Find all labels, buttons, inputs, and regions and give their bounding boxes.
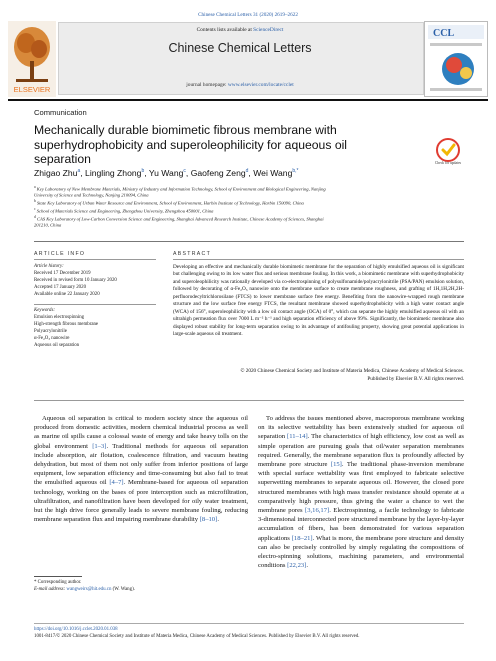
body-text: . (217, 516, 219, 524)
citation-link[interactable]: [4–7] (109, 479, 124, 487)
article-title: Mechanically durable biomimetic fibrous membrane with superhydrophobicity and superoleophilicity for aqueous oil separation (34, 123, 348, 167)
citation-link[interactable]: [3,16,17] (305, 507, 330, 515)
affiliation-line: 201210, China (34, 222, 62, 228)
contents-prefix: Contents lists available at (196, 27, 254, 33)
author-affiliation-mark[interactable]: d (245, 168, 249, 175)
header-rule (8, 99, 488, 101)
journal-cover-icon (424, 21, 488, 97)
citation-link[interactable]: [11–14] (287, 433, 308, 441)
keyword-item: High-strength fibrous membrane (34, 322, 99, 327)
body-text: . (306, 562, 309, 570)
homepage-link[interactable]: www.elsevier.com/locate/cclet (227, 82, 294, 88)
keyword-item: α-Fe₂O₃ nanowire (34, 336, 70, 341)
author-affiliation-mark[interactable]: b,* (292, 168, 299, 175)
keyword-item: Polyacrylonitrile (34, 329, 67, 334)
author-affiliation-mark[interactable]: c (183, 168, 186, 175)
body-column-right (258, 414, 464, 570)
check-for-updates-badge[interactable] (435, 137, 461, 163)
article-info-rule (34, 259, 156, 260)
body-text: . Electrospinning, a facile technology to fabricate 3-dimensional interconnected pore structured membrane by the layer-by-layer accumulation of fibers, has been demonstrated for various separation applications (258, 507, 464, 542)
history-item: Received in revised form 10 January 2020 (34, 278, 117, 283)
body-column-left (34, 414, 248, 524)
abstract-copyright: © 2020 Chinese Chemical Society and Institute of Materia Medica, Chinese Academy of Medical Sciences. (240, 368, 464, 374)
body-text: . The characteristics of high efficiency, low cost as well as simple operation are pursuing goals that oil/water separation membranes required. Generally, the membrane separation flux is profoundly affected by membrane pore structure (258, 433, 464, 469)
email-line (34, 587, 135, 592)
doi-link[interactable]: https://doi.org/10.1016/j.cclet.2020.01.038 (34, 627, 118, 632)
article-info-heading: ARTICLE INFO (34, 251, 86, 257)
affiliation-line: $^d$ CAS Key Laboratory of Low-Carbon Conversion Science and Engineering, Shanghai Advanced Research Institute, Chinese Academy of Sciences, Shanghai (34, 215, 324, 222)
homepage-prefix: journal homepage: (186, 82, 228, 88)
author-list: Zhigao Zhu$^a$, Lingling Zhong$^b$, Yu Wang$^c$, Gaofeng Zeng$^d$, Wei Wang$^{b,*}$ (34, 168, 299, 178)
journal-cover-image[interactable] (424, 21, 488, 97)
affiliation-line: $^b$ State Key Laboratory of Urban Water Resource and Environment, School of Environment, Harbin Institute of Technology, Harbin 150090, China (34, 199, 304, 206)
history-item: Available online 22 January 2020 (34, 292, 100, 297)
keywords-label: Keywords: (34, 308, 56, 313)
author-name[interactable]: Yu Wang (148, 168, 184, 178)
check-for-updates-label: Check for updates (434, 161, 462, 165)
abstract-rule (173, 259, 464, 260)
affiliation-line: $^a$ Key Laboratory of New Membrane Materials, Ministry of Industry and Information Technology, School of Environment and Biological Engineering, Nanjing (34, 185, 326, 192)
citation-link[interactable]: [15] (330, 461, 342, 469)
journal-name[interactable]: Chinese Chemical Letters (168, 41, 312, 55)
author-name[interactable]: Gaofeng Zeng (190, 168, 246, 178)
article-info-rule (34, 304, 156, 305)
body-text: . Traditional methods for aqueous oil separation include absorption, air flotation, coalescence filtration, and vacuum heating dehydration, but most of them not only suffer from inferior positions of large equipment, low separation efficiency and time-consuming but also fail to treat the emulsified aqueous oil (34, 442, 248, 487)
front-matter-rule (34, 400, 464, 401)
citation-link[interactable]: [22,23] (287, 562, 307, 570)
elsevier-wordmark: ELSEVIER (13, 85, 51, 94)
issn-copyright-line: 1001-8417/© 2020 Chinese Chemical Society and Institute of Materia Medica, Chinese Academy of Medical Sciences. Published by Elsevier B.V. All rights reserved. (34, 634, 360, 639)
homepage-line (58, 82, 422, 88)
check-for-updates-icon (435, 137, 461, 163)
affiliation-line: $^c$ School of Materials Science and Engineering, Zhengzhou University, Zhengzhou 450001, China (34, 207, 214, 214)
author-name[interactable]: Wei Wang (253, 168, 293, 178)
elsevier-tree-icon (8, 21, 56, 97)
email-link[interactable]: wangweirs@hit.edu.cn (66, 587, 112, 592)
history-item: Accepted 17 January 2020 (34, 285, 87, 290)
history-item: Received 17 December 2019 (34, 271, 91, 276)
body-text: To address the issues mentioned above, macroporous membrane working on its selective wettability has been extensively studied for aqueous oil separation (258, 415, 464, 441)
body-text: . What is more, the membrane pore structure and density can also be precisely controlled by simply regulating the compositions of electro-spinning solutions, machining parameters, and environmental conditions (258, 534, 464, 570)
abstract-publisher-note: Published by Elsevier B.V. All rights reserved. (367, 376, 464, 382)
citation-link[interactable]: [8–10] (199, 516, 218, 524)
history-label: Article history: (34, 264, 64, 269)
journal-reference[interactable]: Chinese Chemical Letters 31 (2020) 2619–2622 (198, 12, 298, 18)
affiliation-line: University of Science and Technology, Nanjing 210094, China (34, 192, 149, 198)
corresponding-author-note: * Corresponding author. (34, 580, 82, 585)
abstract-heading: ABSTRACT (173, 251, 212, 257)
sciencedirect-link[interactable]: ScienceDirect (253, 27, 284, 33)
footnote-rule (34, 576, 82, 577)
citation-link[interactable]: [18–21] (291, 534, 313, 542)
body-text: Aqueous oil separation is critical to modern society since the aqueous oil produced from domestic activities, modern chemical industrial process as well as marine oil spills cause a colossal waste of energy and take heavy tolls on the global environment (34, 415, 248, 450)
body-text: . The traditional phase-inversion membrane with special surface wettability was first employed to fabricate selective superwetting membranes to separate aqueous oil. However, the closed pore structured membranes with high mass transfer resistance should operate at a comparatively high pressure, thus giving the water a chance to wet the membrane pores (258, 461, 464, 515)
section-divider (34, 241, 464, 242)
email-label: E-mail address: (34, 587, 67, 592)
author-name[interactable]: Lingling Zhong (85, 168, 142, 178)
author-affiliation-mark[interactable]: a (77, 168, 81, 175)
keyword-item: Aqueous oil separation (34, 343, 80, 348)
article-section-label: Communication (34, 108, 87, 117)
elsevier-logo[interactable] (8, 21, 56, 97)
body-text: . Membrane-based for aqueous oil separation technology, working on the bases of pore interception such as microfiltration, ultrafiltration, and nanofiltration have been developed for oily water treatment, but the high drive force generally leads to severe membrane fouling, reducing membrane separation flux and impairing membrane durability (34, 479, 248, 524)
abstract-text: Developing an effective and mechanically durable biomimetic membrane for the separation of highly emulsified aqueous oil is significant but challenging owing to its low water flux and serious membrane fouling. In this work, a biomimetic membrane with superhydrophobicity and superoleophilicity was rationally developed via co-electrospinning of polysulfonamide/polyacrylonitrile (PSA/PAN) emulsion solution, followed by decorating of α-Fe₂O₃ nanowire onto the membrane surface to create membrane roughness, and grafting of 1H,1H,2H,2H-perfluorodecyltrichlorosilane (FTCS) to lower membrane surface free energy. Benefiting from the nanowire-wrapped rough membrane structure and the low surface free energy FTCS, the resultant membrane showed superhydrophobicity with a high water contact angle (WCA) of 156°, superoleophilicity with a low oil contact angle (OCA) of 0°, which can separate the highly emulsified aqueous oil with an ultrahigh permeation flux over 7000 L m⁻² h⁻¹ and high separation efficiency of above 99%. Significantly, the biomimetic membrane also displayed robust stability for long-term separation owing to its advantage of antifouling property, showing great potential applications in large-scale aqueous oil treatment. (173, 264, 464, 338)
citation-link[interactable]: [1–3] (92, 442, 107, 450)
author-affiliation-mark[interactable]: b (141, 168, 145, 175)
keyword-item: Emulsion electrospinning (34, 315, 85, 320)
author-name[interactable]: Zhigao Zhu (34, 168, 78, 178)
email-suffix: (W. Wang). (111, 587, 135, 592)
cover-ccl-text: CCL (433, 28, 455, 39)
contents-line (58, 27, 422, 33)
